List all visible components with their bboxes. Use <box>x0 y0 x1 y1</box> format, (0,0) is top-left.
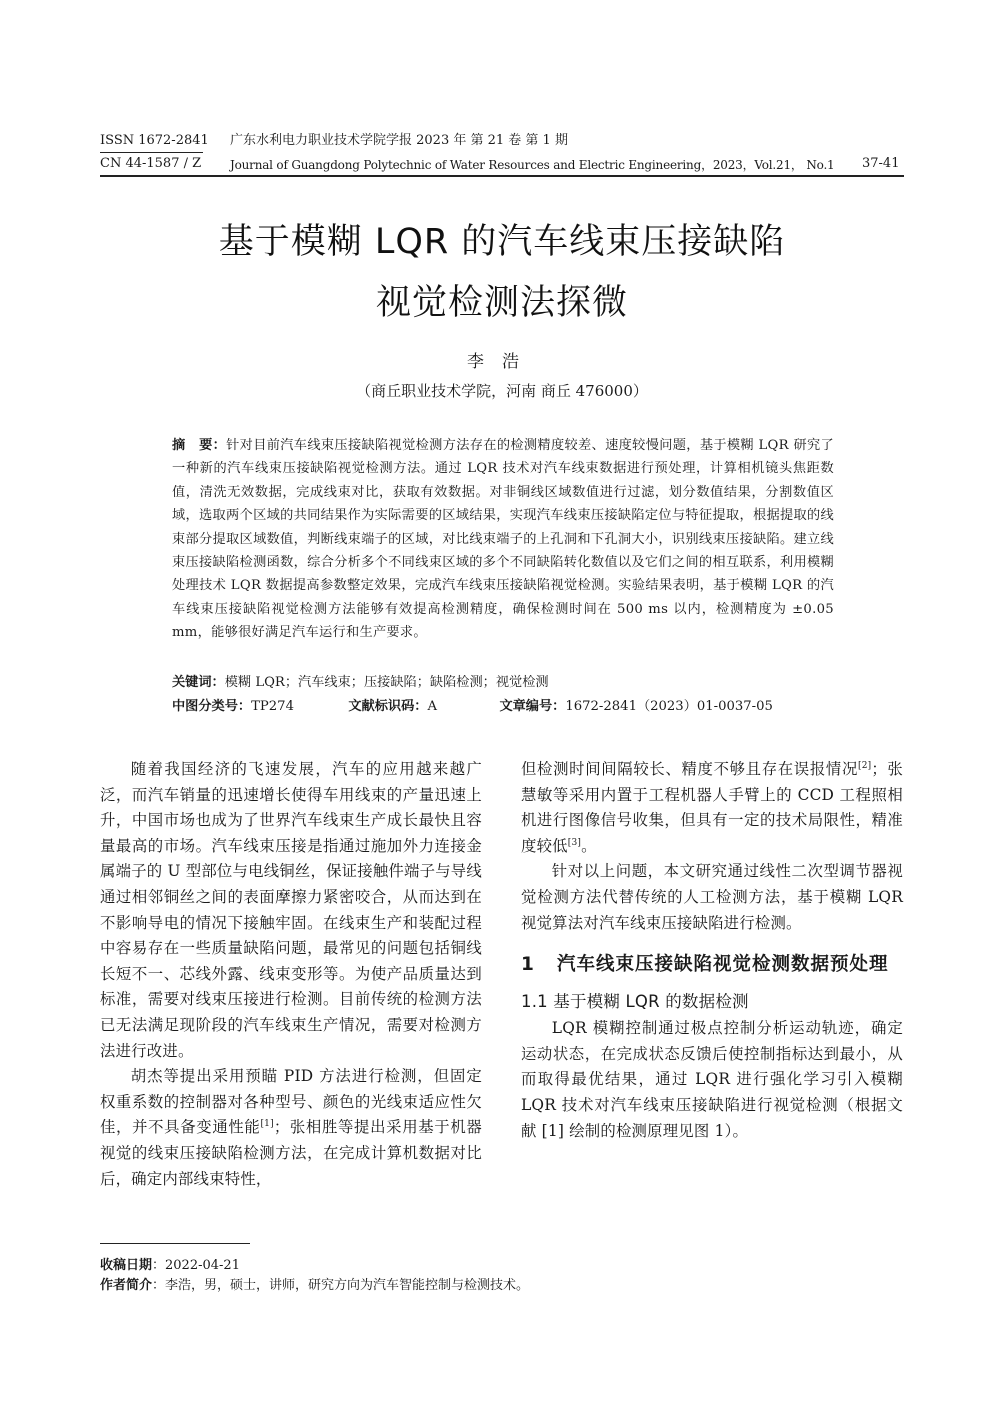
section-1-1-paragraph: LQR 模糊控制通过极点控制分析运动轨迹，确定运动状态，在完成状态反馈后使控制指标达到最小，从而取得最优结果，通过 LQR 进行强化学习引入模糊 LQR 技术对汽车线束压接缺陷进行视觉检测（根据文献 [1] 绘制的检测原理见图 1）。 <box>521 1019 903 1140</box>
citation-2: [2] <box>858 761 872 771</box>
section-1-title: 汽车线束压接缺陷视觉检测数据预处理 <box>557 954 889 976</box>
intro-paragraph-3-text-b: ；张慧敏等采用内置于工程机器人手臂上的 CCD 工程照相机进行图像信号收集，但具有一定的技术局限性，精准度较低 <box>521 760 903 855</box>
intro-paragraph-2 <box>100 1064 482 1192</box>
keywords-text: 模糊 LQR；汽车线束；压接缺陷；缺陷检测；视觉检测 <box>224 675 549 690</box>
intro-paragraph-4: 针对以上问题，本文研究通过线性二次型调节器视觉检测方法代替传统的人工检测方法，基于模糊 LQR 视觉算法对汽车线束压接缺陷进行检测。 <box>521 862 903 932</box>
citation-1: [1] <box>260 1119 274 1130</box>
journal-title-cn: 广东水利电力职业技术学院学报 2023 年 第 21 卷 第 1 期 <box>230 133 568 148</box>
author-bio-label: 作者简介 <box>100 1278 153 1293</box>
intro-paragraph-3-text-c: 。 <box>581 836 597 855</box>
body-left-column <box>100 757 482 1192</box>
page-range: 37-41 <box>862 156 900 171</box>
abstract-label: 摘 要： <box>172 438 227 453</box>
section-1-heading <box>521 952 903 978</box>
doc-code-value: A <box>427 699 438 714</box>
article-number-value: 1672-2841（2023）01-0037-05 <box>565 699 773 714</box>
citation-3: [3] <box>567 837 582 848</box>
paper-title-line2: 视觉检测法探微 <box>375 283 628 323</box>
issn: ISSN 1672-2841 <box>100 133 209 148</box>
author-bio-value: ：李浩，男，硕士，讲师，研究方向为汽车智能控制与检测技术。 <box>152 1278 530 1293</box>
keywords-label: 关键词： <box>172 675 225 690</box>
intro-paragraph-3 <box>521 757 903 859</box>
article-number-label: 文章编号： <box>499 699 566 714</box>
clc-value: TP274 <box>251 699 294 714</box>
author-bio <box>100 1276 529 1296</box>
author-name: 李浩 <box>467 352 537 372</box>
intro-paragraph-1: 随着我国经济的飞速发展，汽车的应用越来越广泛，而汽车销量的迅速增长使得车用线束的产量迅速上升，中国市场也成为了世界汽车线束生产成长最快且容量最高的市场。汽车线束压接是指通过施加外力连接金属端子的 U 型部位与电线铜丝，保证接触件端子与导线通过相邻铜丝之间的表面摩擦力紧密咬合，从而达到在不影响导电的情况下接触牢固。在线束生产和装配过程中容易存在一些质量缺陷问题，最常见的问题包括铜线长短不一、芯线外露、线束变形等。为使产品质量达到标准，需要对线束压接进行检测。目前传统的检测方法已无法满足现阶段的汽车线束生产情况，需要对检测方法进行改进。 <box>100 760 482 1060</box>
footnote-divider <box>100 1243 250 1244</box>
intro-paragraph-2-text-b: ；张相胜等提出采用基于机器视觉的线束压接缺陷检测方法，在完成计算机数据对比后，确定内部线束特性， <box>100 1118 482 1188</box>
received-value: ：2022-04-21 <box>152 1258 240 1273</box>
header-divider <box>100 175 904 177</box>
body-right-column <box>521 757 903 1144</box>
journal-title-en: Journal of Guangdong Polytechnic of Water Resources and Electric Engineering，2023，Vol.21， No.1 <box>230 158 835 172</box>
abstract-text: 针对目前汽车线束压接缺陷视觉检测方法存在的检测精度较差、速度较慢问题，基于模糊 LQR 研究了一种新的汽车线束压接缺陷视觉检测方法。通过 LQR 技术对汽车线束数据进行预处理，计算相机镜头焦距数值，清洗无效数据，完成线束对比，获取有效数据。对非铜线区域数值进行过滤，划分数值结果，分割数值区域，选取两个区域的共同结果作为实际需要的区域结果，实现汽车线束压接缺陷定位与特征提取，根据提取的线束部分提取区域数值，判断线束端子的区域，对比线束端子的上孔洞和下孔洞大小，识别线束压接缺陷。建立线束压接缺陷检测函数，综合分析多个不同线束区域的多个不同缺陷转化数值以及它们之间的相互联系，利用模糊处理技术 LQR 数据提高参数整定效果，完成汽车线束压接缺陷视觉检测。实验结果表明，基于模糊 LQR 的汽车线束压接缺陷视觉检测方法能够有效提高检测精度，确保检测时间在 500 ms 以内，检测精度为 ±0.05 mm，能够很好满足汽车运行和生产要求。 <box>172 438 834 641</box>
clc-label: 中图分类号： <box>172 699 252 714</box>
doc-code-label: 文献标识码： <box>348 699 428 714</box>
intro-paragraph-2-text-a: 胡杰等提出采用预瞄 PID 方法进行检测，但固定权重系数的控制器对各种型号、颜色的光线束适应性欠佳，并不具备变通性能 <box>100 1067 482 1137</box>
classification <box>172 696 834 718</box>
received-date <box>100 1256 240 1276</box>
subsection-1-1-heading: 1.1 基于模糊 LQR 的数据检测 <box>521 992 749 1012</box>
paper-title-line1: 基于模糊 LQR 的汽车线束压接缺陷 <box>218 222 786 262</box>
affiliation: （商丘职业技术学院，河南 商丘 476000） <box>356 382 648 400</box>
section-1-number: 1 <box>521 954 535 976</box>
intro-paragraph-3-text-a: 但检测时间间隔较长、精度不够且存在误报情况 <box>521 760 858 778</box>
abstract <box>172 434 834 645</box>
header-divider-short <box>100 152 203 153</box>
keywords <box>172 672 834 694</box>
received-label: 收稿日期 <box>100 1258 153 1273</box>
cn-number: CN 44-1587 / Z <box>100 156 202 171</box>
